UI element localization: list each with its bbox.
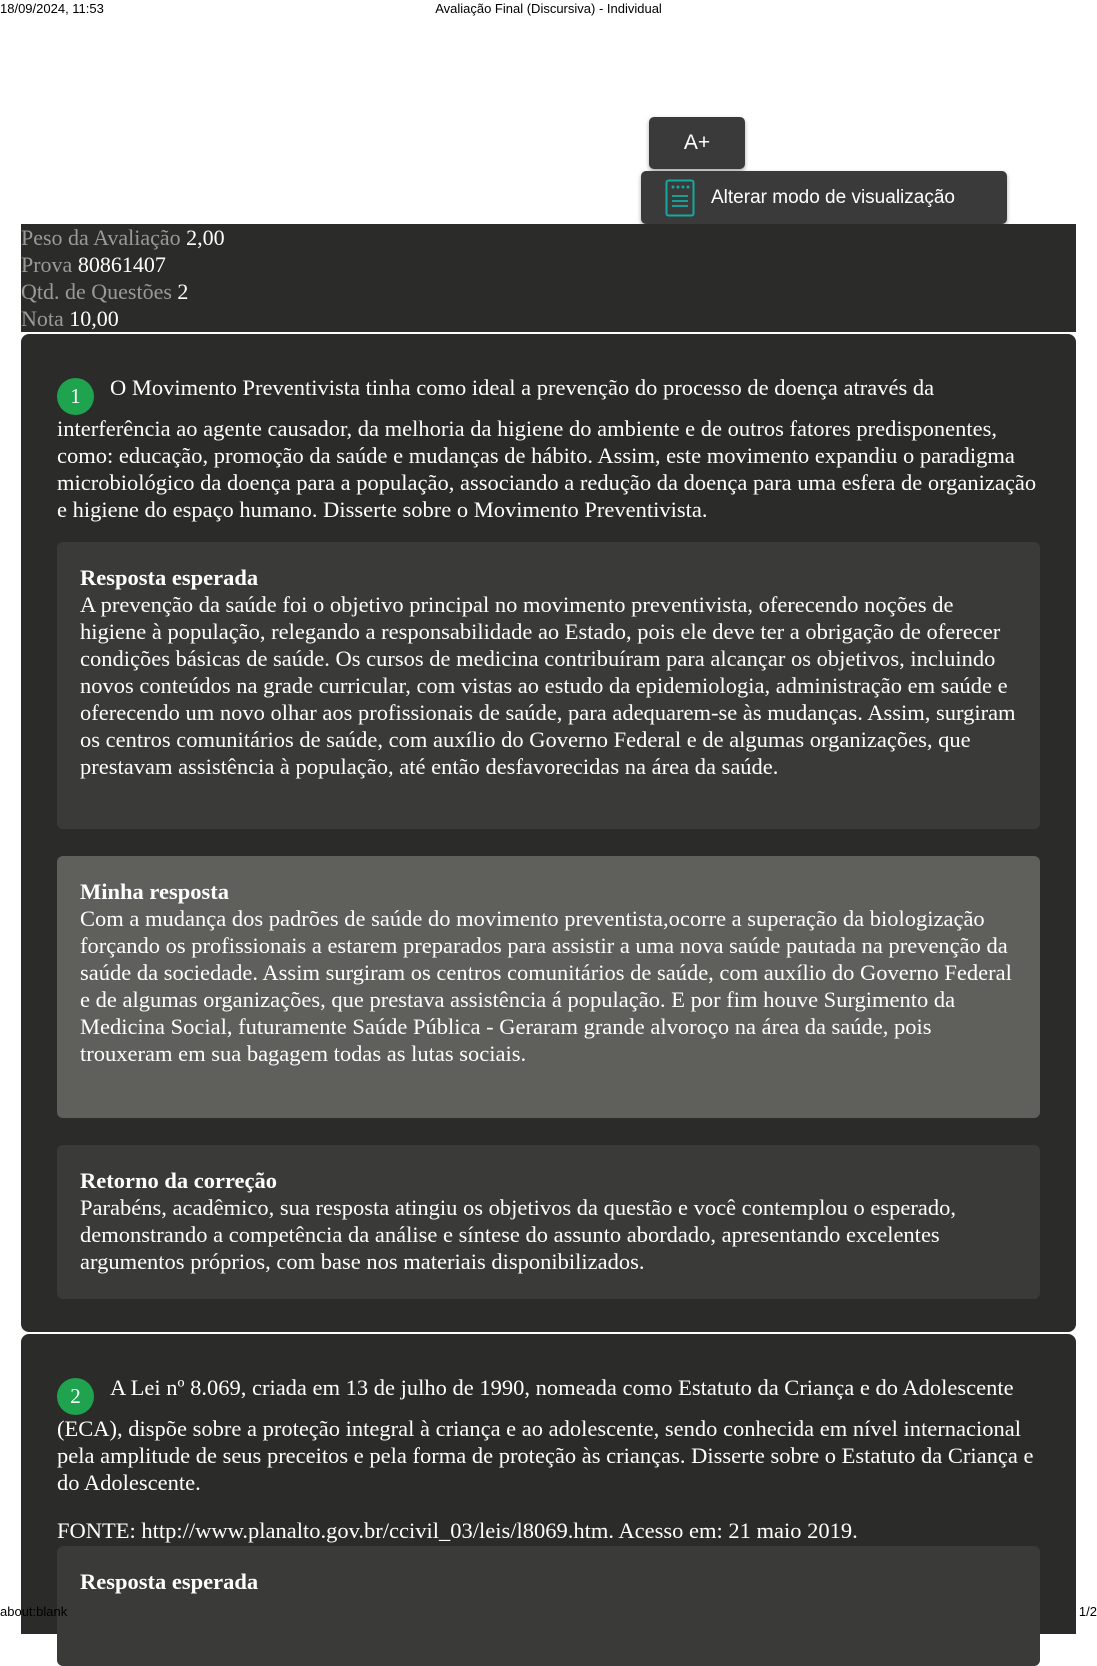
print-header — [0, 0, 1097, 18]
expected-answer-title: Resposta esperada — [80, 1569, 259, 1594]
question-card-1 — [21, 334, 1076, 1332]
questions-label: Qtd. de Questões — [21, 279, 172, 304]
document-icon — [665, 179, 695, 217]
feedback-text: Parabéns, acadêmico, sua resposta atingiu os objetivos da questão e você contemplou o esperado, demonstrando a competência da análise e síntese do assunto abordado, apresentando excelentes argumentos próprios, com base nos materiais disponibilizados. — [80, 1195, 956, 1274]
feedback-title: Retorno da correção — [80, 1168, 278, 1193]
summary-grade-row — [21, 305, 1076, 332]
exam-label: Prova — [21, 252, 73, 277]
grade-value: 10,00 — [69, 306, 119, 331]
view-mode-label: Alterar modo de visualização — [711, 186, 955, 208]
expected-answer-text: A prevenção da saúde foi o objetivo principal no movimento preventivista, oferecendo noções de higiene à população, relegando a responsabilidade ao Estado, pois ele deve ter a obrigação de oferecer condições básicas de saúde. Os cursos de medicina contribuíram para alcançar os objetivos, incluindo novos conteúdos na grade curricular, com vistas ao estudo da epidemiologia, administração em saúde e oferecendo um novo olhar aos profissionais de saúde, para adequarem-se às mudanças. Assim, surgiram os centros comunitários de saúde, com auxílio do Governo Federal e de algumas organizações, que prestavam assistência à população, até então desfavorecidas na área da saúde. — [80, 592, 1016, 779]
summary-exam-row — [21, 251, 1076, 278]
print-footer — [0, 1603, 1097, 1621]
print-url: about:blank — [0, 1604, 68, 1619]
font-increase-label: A+ — [683, 131, 711, 154]
view-mode-button[interactable] — [641, 171, 1007, 224]
feedback-box — [57, 1145, 1040, 1299]
print-datetime: 18/09/2024, 11:53 — [0, 1, 104, 16]
weight-label: Peso da Avaliação — [21, 225, 181, 250]
my-answer-box — [57, 856, 1040, 1118]
question-source: FONTE: http://www.planalto.gov.br/ccivil_03/leis/l8069.htm. Acesso em: 21 maio 2019. — [57, 1518, 858, 1543]
question-number-badge: 2 — [57, 1378, 94, 1415]
grade-label: Nota — [21, 306, 64, 331]
summary-weight-row — [21, 224, 1076, 251]
my-answer-text: Com a mudança dos padrões de saúde do movimento preventista,ocorre a superação da biologização forçando os profissionais a estarem preparados para assistir a uma nova saúde pautada na prevenção da saúde da sociedade. Assim surgiram os centros comunitários de saúde, com auxílio do Governo Federal e de algumas organizações, que prestava assistência á população. E por fim houve Surgimento da Medicina Social, futuramente Saúde Pública - Geraram grande alvoroço na área da saúde, pois trouxeram em sua bagagem todas as lutas sociais. — [80, 906, 1012, 1066]
expected-answer-box — [57, 542, 1040, 829]
question-number-badge: 1 — [57, 378, 94, 415]
question-statement: O Movimento Preventivista tinha como ideal a prevenção do processo de doença através da interferência ao agente causador, da melhoria da higiene do ambiente e de outros fatores predisponentes, como: educação, promoção da saúde e mudanças de hábito. Assim, este movimento expandiu o paradigma microbiológico da doença para a população, associando a redução da doença para uma esfera de organização e higiene do espaço humano. Disserte sobre o Movimento Preventivista. — [57, 375, 1037, 522]
my-answer-title: Minha resposta — [80, 879, 229, 904]
exam-summary — [21, 224, 1076, 332]
questions-value: 2 — [177, 279, 189, 304]
summary-questions-row — [21, 278, 1076, 305]
question-text — [57, 1374, 1047, 1496]
print-page-number: 1/2 — [1078, 1604, 1097, 1619]
question-statement: A Lei nº 8.069, criada em 13 de julho de 1990, nomeada como Estatuto da Criança e do Adolescente (ECA), dispõe sobre a proteção integral à criança e ao adolescente, sendo conhecida em nível internacional pela amplitude de seus preceitos e pela forma de proteção às crianças. Disserte sobre o Estatuto da Criança e do Adolescente. — [57, 1375, 1034, 1495]
exam-value: 80861407 — [77, 252, 166, 277]
question-text — [57, 374, 1047, 523]
weight-value: 2,00 — [186, 225, 225, 250]
print-title: Avaliação Final (Discursiva) - Individual — [435, 1, 662, 16]
font-increase-button[interactable] — [649, 117, 745, 169]
question-card-2 — [21, 1334, 1076, 1634]
expected-answer-title: Resposta esperada — [80, 565, 259, 590]
